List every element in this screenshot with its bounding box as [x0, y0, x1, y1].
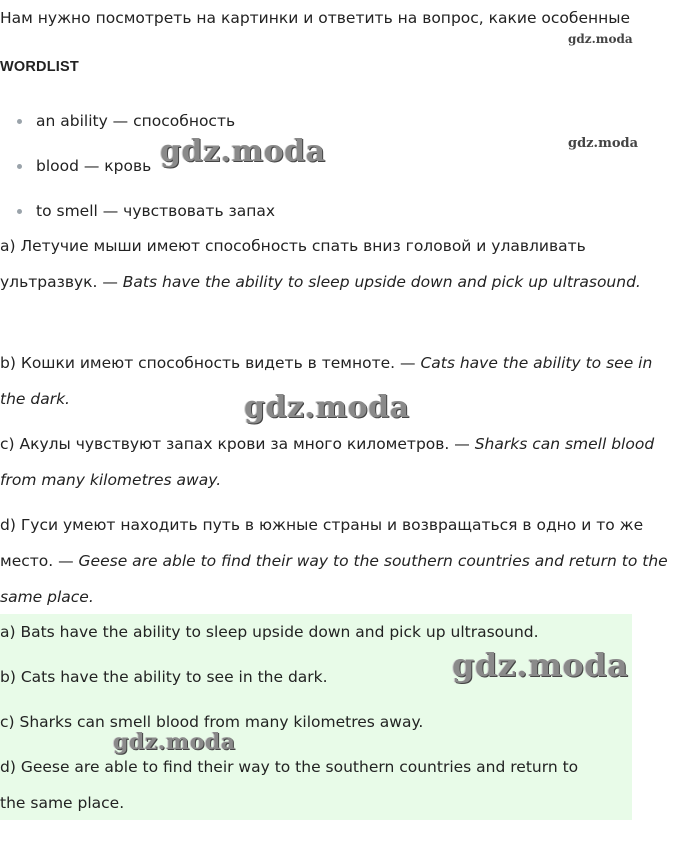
paragraph-d-ru: d) Гуси умеют находить путь в южные страны и возвращаться в одно и то же место. —	[0, 516, 644, 570]
paragraph-a-ru: a) Летучие мыши имеют способность спать вниз головой и улавливать ультразвук. —	[0, 237, 586, 291]
bullet-icon	[17, 164, 22, 169]
paragraph-c-ru: c) Акулы чувствуют запах крови за много километров. —	[0, 435, 475, 453]
paragraph-a	[0, 228, 670, 300]
watermark: gdz.moda	[568, 32, 633, 46]
paragraph-c-en: Sharks can smell blood from many kilometres away.	[0, 435, 655, 489]
answer-line: the same place.	[0, 794, 125, 812]
wordlist	[0, 107, 275, 242]
bullet-icon	[17, 119, 22, 124]
answer-line: d) Geese are able to find their way to the southern countries and return to	[0, 758, 579, 776]
answer-line: a) Bats have the ability to sleep upside down and pick up ultrasound.	[0, 623, 539, 641]
paragraph-c	[0, 426, 670, 498]
watermark: gdz.moda	[568, 136, 639, 151]
wordlist-item-text: an ability — способность	[36, 112, 236, 130]
wordlist-heading: WORDLIST	[0, 59, 79, 75]
paragraph-b-en: Cats have the ability to see in the dark.	[0, 354, 653, 408]
watermark: gdz.moda	[452, 646, 629, 684]
paragraph-d-en: Geese are able to find their way to the southern countries and return to the same place.	[0, 552, 668, 606]
paragraph-d	[0, 507, 670, 615]
watermark: gdz.moda	[244, 390, 410, 425]
answer-box	[0, 614, 632, 820]
watermark: gdz.moda	[160, 134, 326, 169]
bullet-icon	[17, 209, 22, 214]
wordlist-item-text: to smell — чувствовать запах	[36, 202, 276, 220]
answer-line: c) Sharks can smell blood from many kilometres away.	[0, 713, 424, 731]
answer-line: b) Cats have the ability to see in the dark.	[0, 668, 328, 686]
watermark: gdz.moda	[113, 729, 236, 755]
wordlist-item-text: blood — кровь	[36, 157, 152, 175]
paragraph-b-ru: b) Кошки имеют способность видеть в темноте. —	[0, 354, 421, 372]
paragraph-a-en: Bats have the ability to sleep upside down and pick up ultrasound.	[122, 273, 641, 291]
intro-text: Нам нужно посмотреть на картинки и ответить на вопрос, какие особенные	[0, 9, 631, 27]
